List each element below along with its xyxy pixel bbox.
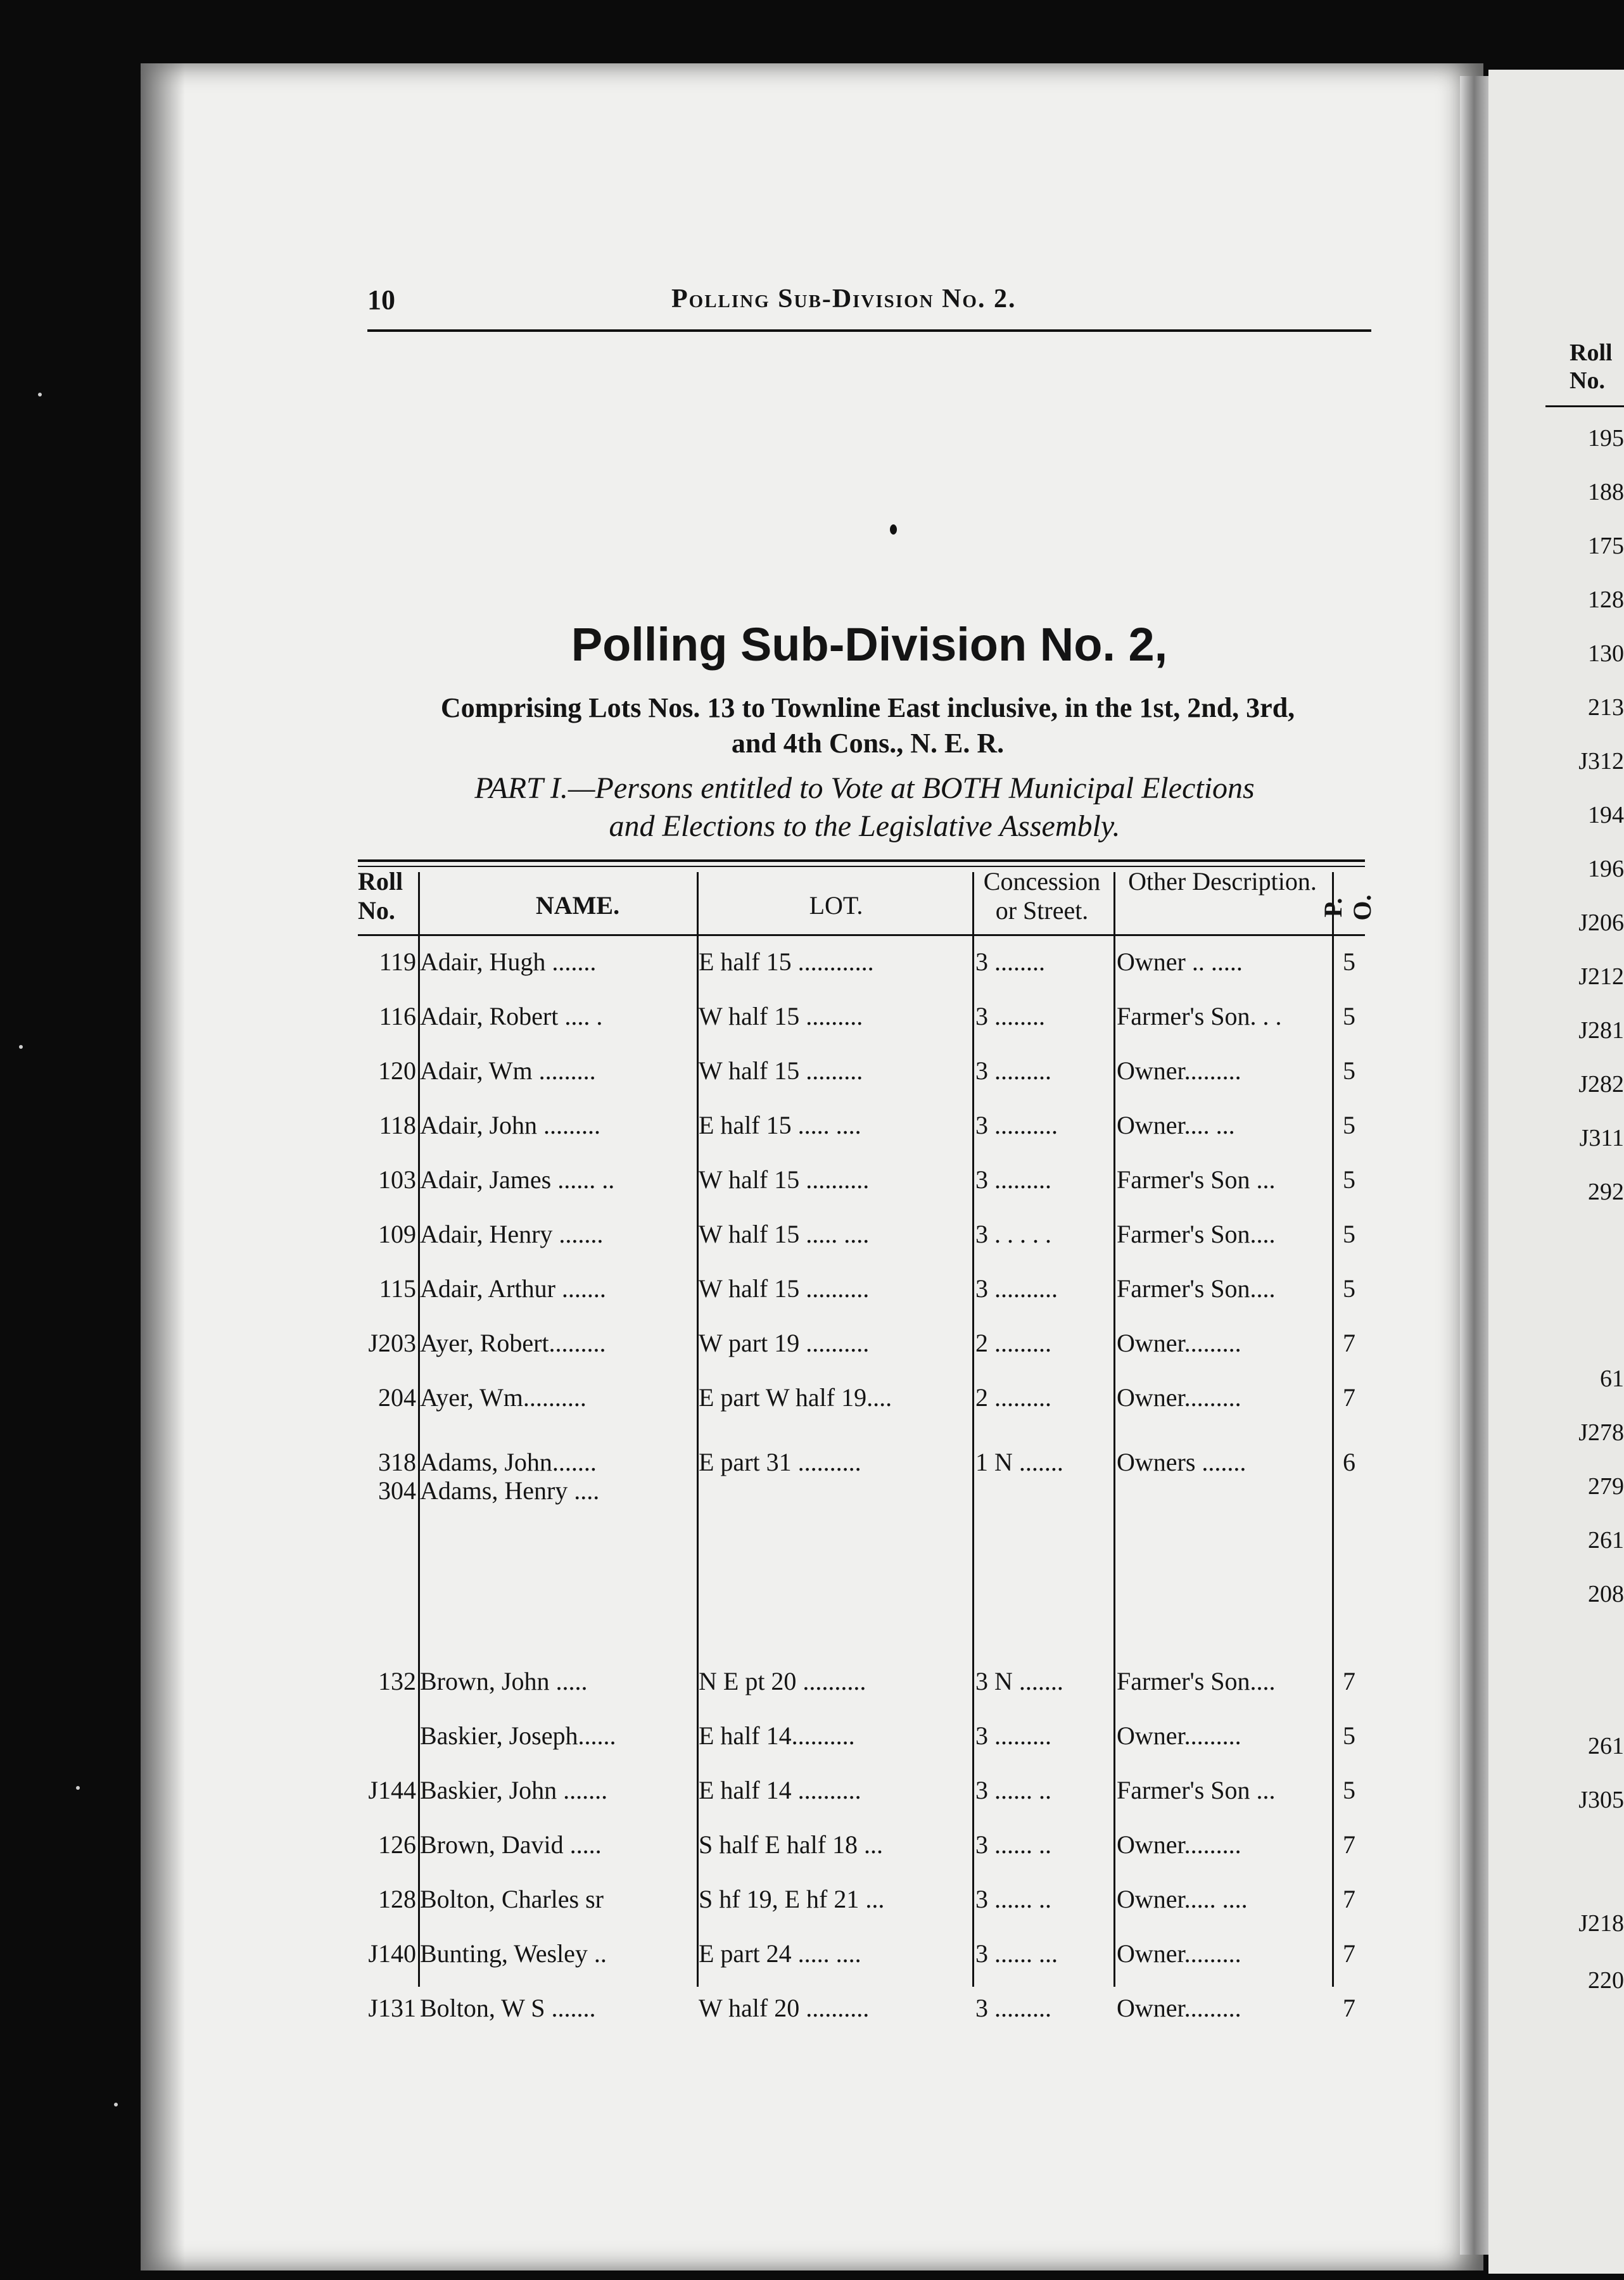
cell-roll: 304 [378, 1476, 416, 1505]
running-title: Polling Sub-Division No. 2. [671, 284, 1017, 314]
cell-concession: 3 ......... [975, 1165, 1051, 1194]
part-heading [358, 770, 1371, 846]
cell-po: 6 [1343, 1448, 1355, 1476]
cell-name: Adams, John....... [420, 1448, 597, 1476]
scan-speck [114, 2103, 118, 2106]
cell-po: 7 [1343, 1329, 1355, 1357]
adjacent-header: Roll No. [1570, 339, 1613, 394]
cell-name: Bolton, W S ....... [420, 1994, 596, 2022]
column-divider [697, 872, 699, 1987]
cell-roll: 126 [378, 1830, 416, 1859]
cell-description: Owner......... [1117, 1056, 1241, 1085]
cell-roll: J203 [368, 1329, 416, 1357]
adjacent-roll-number: 261 [1588, 1733, 1624, 1759]
cell-roll: 119 [379, 947, 416, 976]
table-row [358, 1219, 1365, 1257]
cell-concession: 3 ...... ... [975, 1939, 1058, 1968]
cell-name: Adair, John ......... [420, 1111, 601, 1139]
adjacent-roll-number: 196 [1588, 856, 1624, 882]
adjacent-roll-number: J278 [1578, 1419, 1624, 1446]
adjacent-roll-number: 208 [1588, 1581, 1624, 1607]
cell-roll: J140 [368, 1939, 416, 1968]
cell-lot: E part 31 .......... [699, 1448, 861, 1476]
cell-description: Owner .. ..... [1117, 947, 1243, 976]
adjacent-roll-number: J218 [1578, 1910, 1624, 1937]
cell-concession: 3 ...... .. [975, 1830, 1051, 1859]
cell-description: Owner......... [1117, 1721, 1241, 1750]
cell-roll: 132 [378, 1667, 416, 1695]
cell-concession: 3 ........ [975, 947, 1045, 976]
cell-po: 5 [1343, 1274, 1355, 1303]
adjacent-roll-number: 220 [1588, 1967, 1624, 1994]
cell-roll: 116 [379, 1002, 416, 1030]
adjacent-roll-number: J282 [1578, 1071, 1624, 1098]
cell-name: Ayer, Wm.......... [420, 1383, 587, 1412]
cell-name: Bolton, Charles sr [420, 1885, 604, 1913]
adjacent-roll-number: J212 [1578, 963, 1624, 990]
adjacent-roll-number: J311 [1579, 1125, 1624, 1151]
cell-concession: 2 ......... [975, 1329, 1051, 1357]
adjacent-roll-number: 130 [1588, 640, 1624, 667]
cell-name: Brown, John ..... [420, 1667, 588, 1695]
cell-description: Owner......... [1117, 1994, 1241, 2022]
cell-concession: 3 ......... [975, 1056, 1051, 1085]
cell-concession: 3 .......... [975, 1111, 1058, 1139]
table-row [358, 1110, 1365, 1148]
cell-lot: E part 24 ..... .... [699, 1939, 861, 1968]
cell-concession: 3 ........ [975, 1002, 1045, 1030]
column-divider [972, 872, 974, 1987]
adjacent-header-rule [1545, 405, 1624, 407]
cell-description: Farmer's Son.... [1117, 1274, 1276, 1303]
table-top-rule [358, 859, 1365, 862]
cell-po: 5 [1343, 1776, 1355, 1804]
adjacent-roll-number: 195 [1588, 425, 1624, 452]
cell-name: Brown, David ..... [420, 1830, 602, 1859]
cell-name: Baskier, John ....... [420, 1776, 608, 1804]
adjacent-roll-number: 61 [1600, 1365, 1624, 1392]
cell-description: Owner......... [1117, 1830, 1241, 1859]
cell-lot: W part 19 .......... [699, 1329, 870, 1357]
cell-concession: 3 . . . . . [975, 1220, 1051, 1248]
cell-roll: 318 [378, 1448, 416, 1476]
cell-concession: 3 N ....... [975, 1667, 1063, 1695]
cell-name: Adair, Wm ......... [420, 1056, 596, 1085]
part-line-2: and Elections to the Legislative Assembly. [609, 809, 1120, 843]
cell-name: Adair, Hugh ....... [420, 947, 597, 976]
cell-concession: 2 ......... [975, 1383, 1051, 1412]
ink-dot [890, 524, 897, 535]
cell-description: Owners ....... [1117, 1448, 1247, 1476]
cell-lot: W half 15 ......... [699, 1002, 863, 1030]
page-edge-shadow [141, 63, 185, 2270]
cell-po: 5 [1343, 1220, 1355, 1248]
adjacent-roll-number: 188 [1588, 479, 1624, 505]
cell-lot: E half 14 .......... [699, 1776, 861, 1804]
cell-concession: 1 N ....... [975, 1448, 1063, 1476]
cell-name: Bunting, Wesley .. [420, 1939, 607, 1968]
scan-speck [38, 393, 42, 396]
cell-description: Owner.... ... [1117, 1111, 1235, 1139]
table-row [358, 1001, 1365, 1039]
cell-lot: N E pt 20 .......... [699, 1667, 866, 1695]
cell-po: 7 [1343, 1994, 1355, 2022]
adjacent-roll-number: J312 [1578, 748, 1624, 775]
cell-concession: 3 ......... [975, 1994, 1051, 2022]
cell-po: 5 [1343, 1111, 1355, 1139]
section-subtitle [355, 690, 1381, 761]
section-title: Polling Sub-Division No. 2, [571, 618, 1168, 671]
cell-description: Owner......... [1117, 1939, 1241, 1968]
header-rule [367, 329, 1371, 332]
table-row [358, 1328, 1365, 1366]
scan-speck [76, 1786, 80, 1790]
cell-lot: W half 20 .......... [699, 1994, 870, 2022]
header-roll: Roll No. [358, 867, 403, 925]
table-row [358, 1884, 1365, 1922]
adjacent-roll-number: 261 [1588, 1527, 1624, 1554]
cell-lot: W half 15 ..... .... [699, 1220, 870, 1248]
cell-description: Owner..... .... [1117, 1885, 1248, 1913]
cell-lot: W half 15 ......... [699, 1056, 863, 1085]
subtitle-line-1: Comprising Lots Nos. 13 to Townline East inclusive, in the 1st, 2nd, 3rd, [440, 692, 1295, 723]
cell-po: 7 [1343, 1830, 1355, 1859]
cell-concession: 3 .......... [975, 1274, 1058, 1303]
cell-name: Baskier, Joseph...... [420, 1721, 616, 1750]
cell-roll: 109 [378, 1220, 416, 1248]
cell-po: 7 [1343, 1667, 1355, 1695]
cell-roll: 103 [378, 1165, 416, 1194]
cell-name: Adair, Arthur ....... [420, 1274, 606, 1303]
cell-lot: S hf 19, E hf 21 ... [699, 1885, 885, 1913]
table-row [358, 1383, 1365, 1421]
column-divider [1113, 872, 1115, 1987]
cell-roll: 118 [379, 1111, 416, 1139]
cell-concession: 3 ...... .. [975, 1776, 1051, 1804]
adjacent-roll-number: 128 [1588, 586, 1624, 613]
cell-po: 7 [1343, 1383, 1355, 1412]
cell-lot: W half 15 .......... [699, 1165, 870, 1194]
cell-concession: 3 ...... .. [975, 1885, 1051, 1913]
cell-roll: 204 [378, 1383, 416, 1412]
adjacent-roll-number: 194 [1588, 802, 1624, 828]
table-row [358, 1830, 1365, 1868]
book-spine [1460, 76, 1488, 2255]
table-row [358, 947, 1365, 985]
header-lot: LOT. [809, 891, 863, 920]
cell-name: Adair, James ...... .. [420, 1165, 615, 1194]
cell-lot: E part W half 19.... [699, 1383, 892, 1412]
cell-lot: S half E half 18 ... [699, 1830, 884, 1859]
table-row [358, 1165, 1365, 1203]
cell-lot: E half 14.......... [699, 1721, 855, 1750]
cell-po: 7 [1343, 1885, 1355, 1913]
header-name: NAME. [535, 891, 620, 920]
column-divider [1332, 872, 1334, 1987]
table-row [358, 1666, 1365, 1704]
cell-name: Adair, Robert .... . [420, 1002, 603, 1030]
cell-lot: E half 15 ............ [699, 947, 874, 976]
table-row [358, 1056, 1365, 1094]
cell-description: Farmer's Son.... [1117, 1220, 1276, 1248]
cell-lot: W half 15 .......... [699, 1274, 870, 1303]
cell-po: 5 [1343, 1002, 1355, 1030]
cell-lot: E half 15 ..... .... [699, 1111, 861, 1139]
subtitle-line-2: and 4th Cons., N. E. R. [731, 728, 1005, 759]
cell-name: Adair, Henry ....... [420, 1220, 604, 1248]
table-row [358, 1993, 1365, 2031]
voters-table [358, 859, 1376, 2022]
cell-roll: 115 [379, 1274, 416, 1303]
header-concession: Concession or Street. [983, 867, 1101, 925]
header-description: Other Description. [1128, 867, 1317, 896]
cell-concession: 3 ......... [975, 1721, 1051, 1750]
cell-po: 5 [1343, 1056, 1355, 1085]
adjacent-roll-number: J305 [1578, 1787, 1624, 1813]
page-number: 10 [367, 284, 395, 315]
table-row [358, 1775, 1365, 1813]
cell-roll: J144 [368, 1776, 416, 1804]
cell-name: Ayer, Robert......... [420, 1329, 606, 1357]
part-line-1: PART I.—Persons entitled to Vote at BOTH Municipal Elections [474, 771, 1255, 805]
adjacent-roll-number: 292 [1588, 1179, 1624, 1205]
cell-description: Farmer's Son.... [1117, 1667, 1276, 1695]
cell-description: Farmer's Son. . . [1117, 1002, 1282, 1030]
cell-po: 5 [1343, 947, 1355, 976]
cell-description: Farmer's Son ... [1117, 1165, 1276, 1194]
adjacent-page [1488, 70, 1624, 2274]
cell-description: Owner......... [1117, 1383, 1241, 1412]
adjacent-roll-number: 213 [1588, 694, 1624, 721]
cell-description: Farmer's Son ... [1117, 1776, 1276, 1804]
column-divider [418, 872, 420, 1987]
running-head [367, 284, 1371, 334]
cell-po: 5 [1343, 1721, 1355, 1750]
table-row [358, 1274, 1365, 1312]
table-row [358, 1939, 1365, 1977]
table-row [358, 1476, 1365, 1514]
adjacent-roll-number: J281 [1578, 1017, 1624, 1044]
cell-po: 5 [1343, 1165, 1355, 1194]
table-row [358, 1721, 1365, 1759]
table-header-rule [358, 934, 1365, 936]
adjacent-roll-number: 279 [1588, 1473, 1624, 1500]
cell-roll: 128 [378, 1885, 416, 1913]
adjacent-roll-number: 175 [1588, 533, 1624, 559]
cell-name: Adams, Henry .... [420, 1476, 600, 1505]
cell-roll: J131 [368, 1994, 416, 2022]
scan-speck [19, 1045, 23, 1049]
cell-description: Owner......... [1117, 1329, 1241, 1357]
header-po: P. O. [1319, 894, 1376, 921]
adjacent-roll-number: J206 [1578, 909, 1624, 936]
cell-roll: 120 [378, 1056, 416, 1085]
cell-po: 7 [1343, 1939, 1355, 1968]
